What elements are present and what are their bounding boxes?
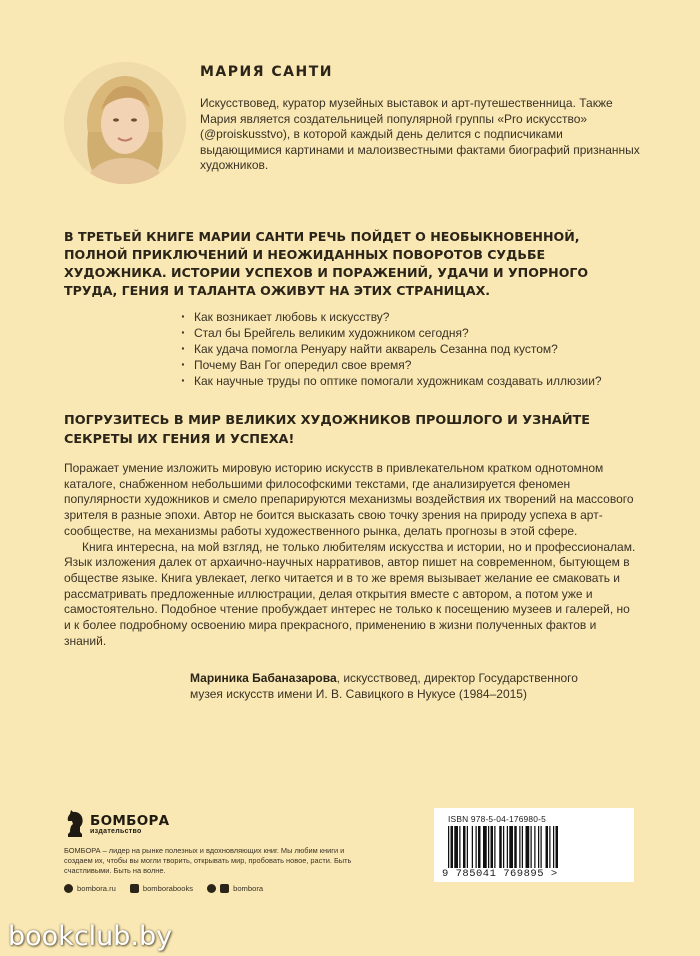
review-paragraph: Поражает умение изложить мировую историю искусств в привлекательном кратком однотомном каталоге, снабженном небольшими философскими текстами, где анализируется феномен популярности художников и смело препарируются механизмы воздействия их творений на массового зрителя в разные эпохи. Автор не боится высказать свою точку зрения на природу успеха в арт-сообществе, на механизмы работы художественного рынка, делать прогнозы в этой сфере. xyxy=(64,461,634,538)
site-watermark: bookclub.by xyxy=(8,920,173,952)
publisher-logo xyxy=(64,808,204,840)
list-item: · Как возникает любовь к искусству? xyxy=(178,310,618,326)
social-label: bombora xyxy=(233,884,264,893)
barcode-bars xyxy=(448,826,620,868)
author-name: МАРИЯ САНТИ xyxy=(200,64,333,80)
reviewer-name: Мариника Бабаназарова xyxy=(190,671,337,685)
author-photo xyxy=(64,62,186,184)
list-item: · Как научные труды по оптике помогали художникам создавать иллюзии? xyxy=(178,374,618,390)
author-bio: Искусствовед, куратор музейных выставок и арт-путешественница. Также Мария является создательницей популярной группы «Pro искусство» (@proiskusstvo), в которой каждый день делится с подписчиками выдающимися картинами и малоизвестными фактами биографий признанных художников. xyxy=(200,96,640,173)
globe-icon xyxy=(64,884,73,893)
question-list xyxy=(178,310,618,390)
list-item: · Как удача помогла Ренуару найти акварель Сезанна под кустом? xyxy=(178,342,618,358)
publisher-brand-sub: издательство xyxy=(90,827,142,835)
isbn-number: ISBN 978-5-04-176980-5 xyxy=(448,814,546,824)
isbn-barcode xyxy=(434,808,634,882)
publisher-socials xyxy=(64,884,263,893)
telegram-icon xyxy=(220,884,229,893)
social-website[interactable] xyxy=(64,884,116,893)
list-item: · Стал бы Брейгель великим художником сегодня? xyxy=(178,326,618,342)
review-text xyxy=(64,461,639,649)
lead-paragraph: В ТРЕТЬЕЙ КНИГЕ МАРИИ САНТИ РЕЧЬ ПОЙДЕТ О НЕОБЫКНОВЕННОЙ, ПОЛНОЙ ПРИКЛЮЧЕНИЙ И НЕОЖИДАННЫХ ПОВОРОТОВ СУДЬБЕ ХУДОЖНИКА. ИСТОРИИ УСПЕХОВ И ПОРАЖЕНИЙ, УДАЧИ И УПОРНОГО ТРУДА, ГЕНИЯ И ТАЛАНТА ОЖИВУТ НА ЭТИХ СТРАНИЦАХ. xyxy=(64,229,589,298)
review-paragraph: Книга интересна, на мой взгляд, не только любителям искусства и истории, но и профессионалам. Язык изложения далек от архаично-научных нарративов, автор пишет на современном, бытующем в обществе языке. Книга увлекает, легко читается и в то же время вызывает желание ее смаковать и рассматривать предложенные иллюстрации, делая открытия вместе с автором, а потом уже и самостоятельно. Подобное чтение пробуждает интерес не только к посещению музеев и галерей, но и к более подробному освоению мира прекрасного, применению в жизни полученных фактов и знаний. xyxy=(64,539,636,648)
social-vk[interactable] xyxy=(207,884,263,893)
instagram-icon xyxy=(130,884,139,893)
section-heading: ПОГРУЗИТЕСЬ В МИР ВЕЛИКИХ ХУДОЖНИКОВ ПРОШЛОГО И УЗНАЙТЕ СЕКРЕТЫ ИХ ГЕНИЯ И УСПЕХА! xyxy=(64,413,591,447)
reviewer-role: , искусствовед, директор Государственного музея искусств имени И. В. Савицкого в Нукусе (1984–2015) xyxy=(190,671,578,701)
reviewer-credit xyxy=(190,671,610,702)
chess-knight-icon xyxy=(64,809,86,839)
social-label: bombora.ru xyxy=(77,884,116,893)
social-instagram[interactable] xyxy=(130,884,193,893)
vk-icon xyxy=(207,884,216,893)
list-item: · Почему Ван Гог опередил свое время? xyxy=(178,358,618,374)
author-portrait-image xyxy=(64,62,186,184)
barcode-digits: 9 785041 769895 > xyxy=(442,868,558,880)
social-label: bomborabooks xyxy=(142,884,194,893)
publisher-description: БОМБОРА – лидер на рынке полезных и вдохновляющих книг. Мы любим книги и создаем их, чтобы вы могли творить, открывать мир, пробовать новое, расти. Быть счастливыми. Быть на волне. xyxy=(64,846,352,876)
publisher-brand: БОМБОРА xyxy=(90,812,170,829)
